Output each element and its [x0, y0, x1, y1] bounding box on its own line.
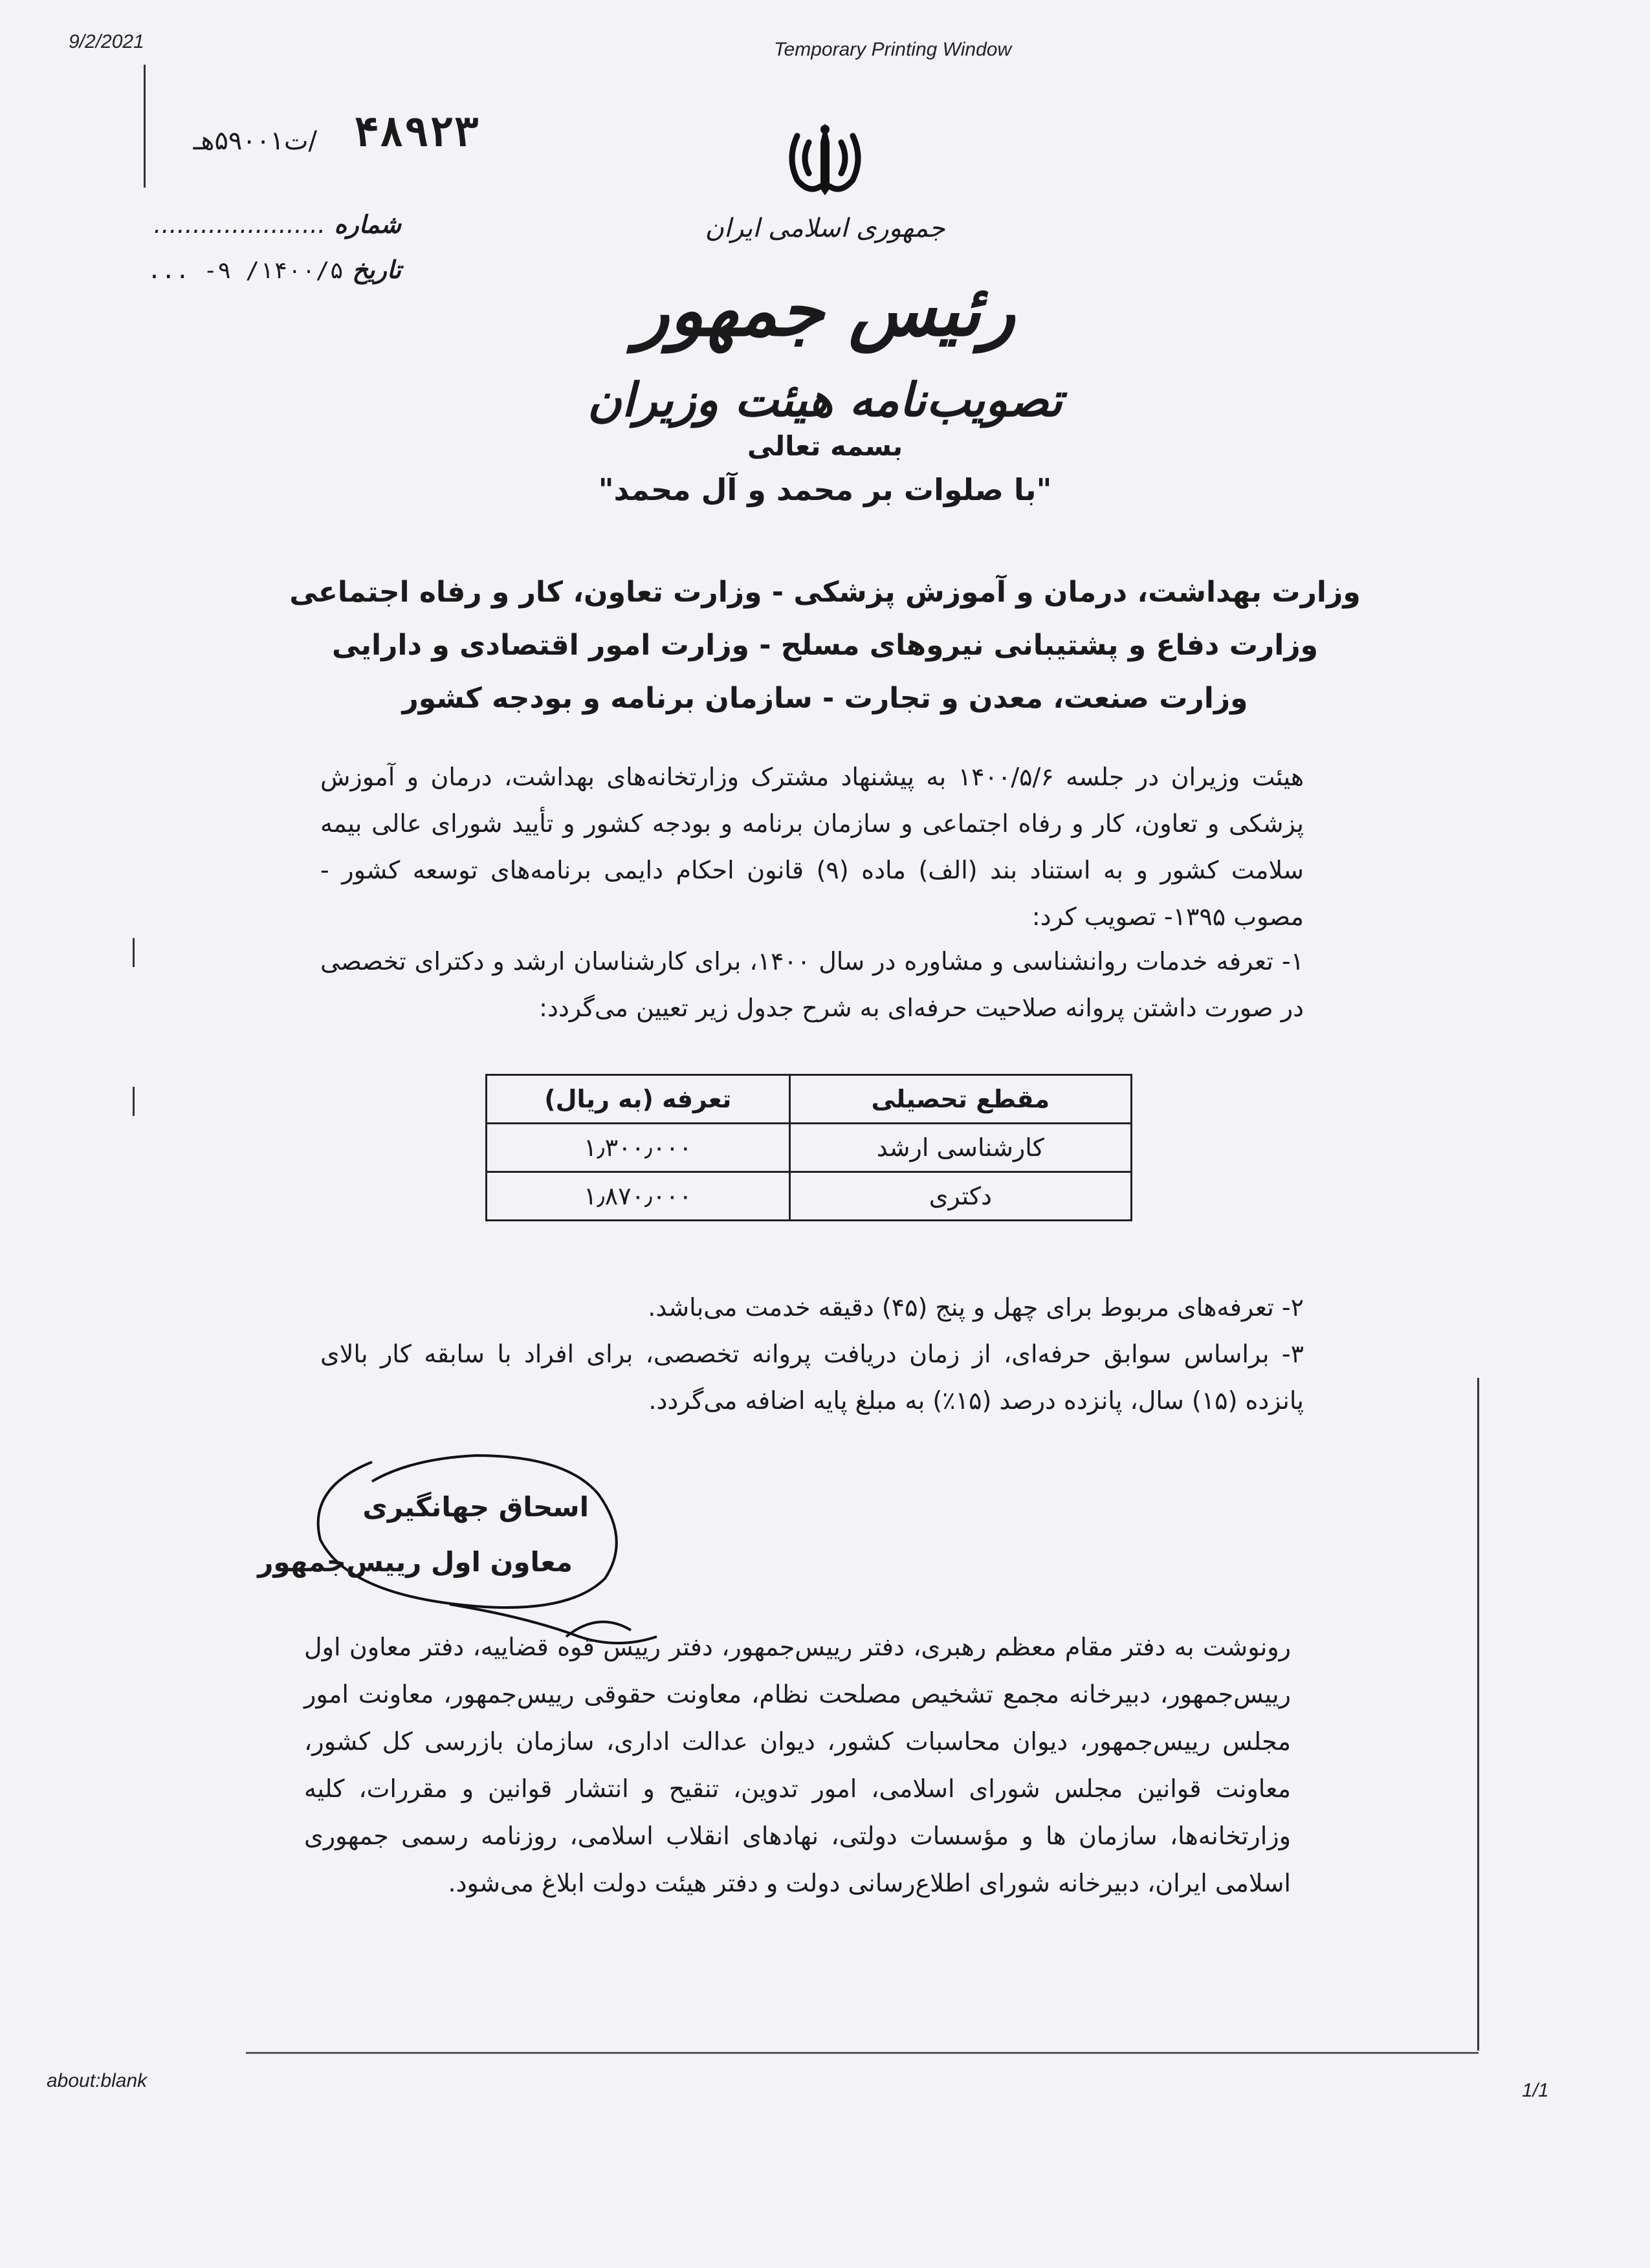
recipient-line: وزارت بهداشت، درمان و آموزش پزشکی - وزارت تعاون، کار و رفاه اجتماعی	[289, 576, 1361, 609]
recipient-line: وزارت دفاع و پشتیبانی نیروهای مسلح - وزارت امور اقتصادی و دارایی	[331, 629, 1318, 662]
reference-code: /ت۵۹۰۰۱هـ	[193, 126, 317, 156]
recipient-line: وزارت صنعت، معدن و تجارت - سازمان برنامه و بودجه کشور	[402, 682, 1248, 715]
page-border-bottom	[246, 2052, 1479, 2054]
date-value: ۱۴۰۰/۵/ ۹- ...	[147, 257, 344, 284]
signer-title: معاون اول رییس‌جمهور	[258, 1546, 573, 1578]
print-page-number: 1/1	[1522, 2080, 1549, 2101]
clause-1: ۱- تعرفه خدمات روانشناسی و مشاوره در سال ۱۴۰۰، برای کارشناسان ارشد و دکترای تخصصی در صورت داشتن پروانه صلاحیت حرفه‌ای به شرح جدول زیر تعیین می‌گردد:	[320, 947, 1304, 1022]
page-border-left-mark	[133, 938, 135, 967]
salawat: "با صلوات بر محمد و آل محمد"	[598, 472, 1052, 507]
table-cell: ۱٫۳۰۰٫۰۰۰	[487, 1124, 790, 1172]
table-row	[487, 1124, 1132, 1172]
table-header-row	[487, 1075, 1132, 1124]
page-border-left	[144, 65, 146, 188]
number-label: شماره	[334, 210, 401, 239]
table-cell: کارشناسی ارشد	[789, 1124, 1131, 1172]
reference-number: ۴۸۹۲۳	[354, 109, 479, 157]
number-dots: ......................	[153, 210, 326, 239]
republic-title: جمهوری اسلامی ایران	[705, 213, 945, 243]
clause-3: ۳- براساس سوابق حرفه‌ای، از زمان دریافت پروانه تخصصی، برای افراد با سابقه کار بالای پانزده (۱۵) سال، پانزده درصد (۱۵٪) به مبلغ پایه اضافه می‌گردد.	[320, 1340, 1304, 1415]
clause-2: ۲- تعرفه‌های مربوط برای چهل و پنج (۴۵) دقیقه خدمت می‌باشد.	[648, 1293, 1304, 1322]
print-date: 9/2/2021	[69, 31, 144, 52]
print-window-title: Temporary Printing Window	[774, 39, 1012, 60]
president-title: رئیس جمهور	[635, 268, 1015, 352]
table-row	[487, 1172, 1132, 1221]
bismillah: بسمه تعالی	[747, 430, 903, 462]
tariff-table	[485, 1074, 1132, 1221]
column-header-tariff: تعرفه (به ریال)	[487, 1075, 790, 1124]
signer-name: اسحاق جهانگیری	[362, 1491, 589, 1523]
print-url: about:blank	[47, 2070, 148, 2091]
cc-paragraph: رونوشت به دفتر مقام معظم رهبری، دفتر رییس‌جمهور، دفتر رییس قوه قضاییه، دفتر معاون اول رییس‌جمهور، دبیرخانه مجمع تشخیص مصلحت نظام، معاونت حقوقی رییس‌جمهور، معاونت امور مجلس رییس‌جمهور، دیوان محاسبات کشور، دیوان عدالت اداری، سازمان بازرسی کل کشور، معاونت قوانین مجلس شورای اسلامی، امور تدوین، تنقیح و انتشار قوانین و مقررات، کلیه وزارتخانه‌ها، سازمان ها و مؤسسات دولتی، نهادهای انقلاب اسلامی، روزنامه رسمی جمهوری اسلامی ایران، دبیرخانه شورای اطلاع‌رسانی دولت و دفتر هیئت دولت ابلاغ می‌شود.	[304, 1633, 1291, 1897]
column-header-degree: مقطع تحصیلی	[789, 1075, 1131, 1124]
recipients-block	[259, 566, 1391, 725]
page-border-right	[1477, 1378, 1479, 2051]
table-cell: دکتری	[789, 1172, 1131, 1221]
iran-emblem-icon	[783, 116, 867, 201]
approval-title: تصویب‌نامه هیئت وزیران	[588, 372, 1062, 427]
intro-paragraph: هیئت وزیران در جلسه ۱۴۰۰/۵/۶ به پیشنهاد مشترک وزارتخانه‌های بهداشت، درمان و آموزش پزشکی و تعاون، کار و رفاه اجتماعی و سازمان برنامه و بودجه کشور و تأیید شورای عالی بیمه سلامت کشور و به استناد بند (الف) ماده (۹) قانون احکام دایمی برنامه‌های توسعه کشور - مصوب ۱۳۹۵- تصویب کرد:	[320, 763, 1304, 931]
page-border-left-mark	[133, 1087, 135, 1116]
date-label: تاریخ	[352, 256, 401, 284]
table-cell: ۱٫۸۷۰٫۰۰۰	[487, 1172, 790, 1221]
